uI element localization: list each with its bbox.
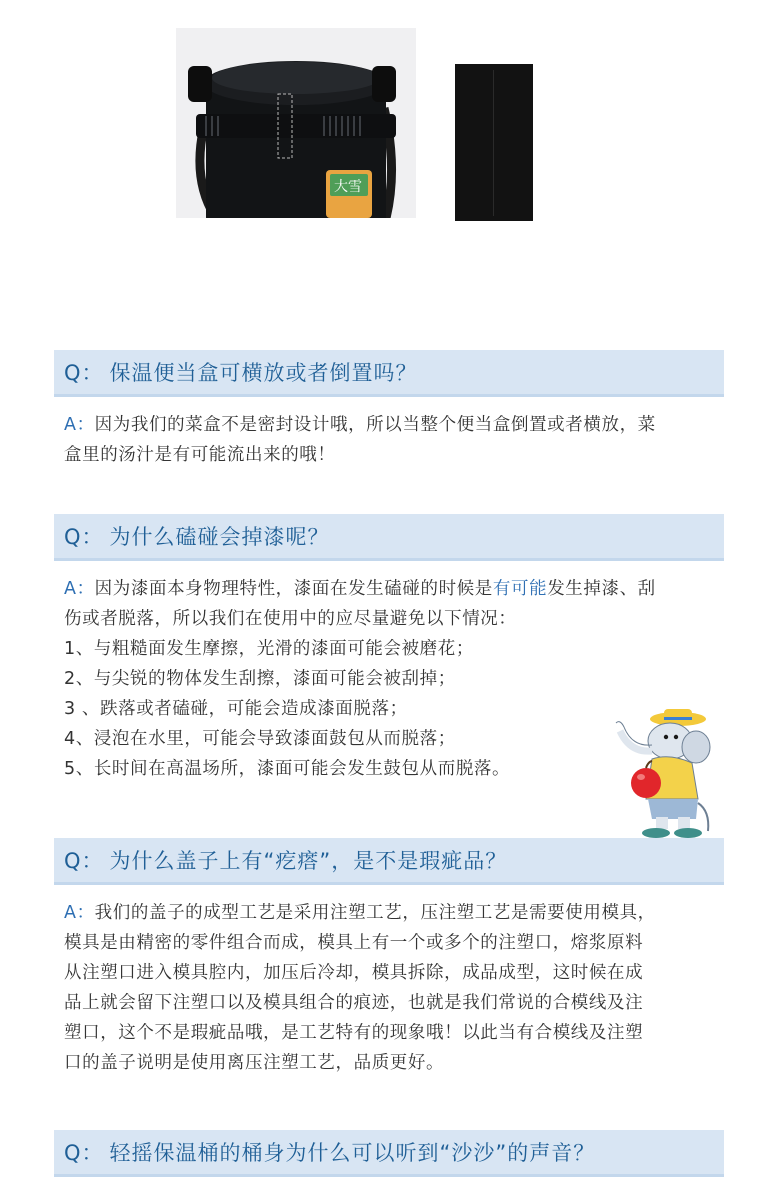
a-tag: A： xyxy=(64,415,95,435)
list-item: 4、浸泡在水里，可能会导致漆面鼓包从而脱落； xyxy=(64,729,456,749)
product-badge: 大雪 xyxy=(334,179,362,195)
q-tag: Q： xyxy=(64,525,104,549)
answer-line: A：因为漆面本身物理特性，漆面在发生磕碰的时候是有可能发生掉漆、刮 xyxy=(64,579,656,599)
list-item: 1、与粗糙面发生摩擦，光滑的漆面可能会被磨花； xyxy=(64,639,474,659)
q-tag: Q： xyxy=(64,849,104,873)
question-bar-2 xyxy=(54,514,724,558)
list-item: 5、长时间在高温场所，漆面可能会发生鼓包从而脱落。 xyxy=(64,759,511,779)
answer-line: 口的盖子说明是使用离压注塑工艺，品质更好。 xyxy=(64,1053,445,1073)
answer-line: 品上就会留下注塑口以及模具组合的痕迹，也就是我们常说的合模线及注 xyxy=(64,993,644,1013)
question-text: 为什么磕碰会掉漆呢？ xyxy=(109,525,330,549)
answer-line: 塑口，这个不是瑕疵品哦，是工艺特有的现象哦！以此当有合模线及注塑 xyxy=(64,1023,644,1043)
answer-line: 盒里的汤汁是有可能流出来的哦！ xyxy=(64,445,336,465)
question-text: 为什么盖子上有“疙瘩”，是不是瑕疵品？ xyxy=(109,849,508,873)
answer-line: 伤或者脱落，所以我们在使用中的应尽量避免以下情况： xyxy=(64,609,517,629)
question-text: 保温便当盒可横放或者倒置吗？ xyxy=(109,361,418,385)
q-tag: Q： xyxy=(64,1141,104,1165)
answer-line: A：因为我们的菜盒不是密封设计哦，所以当整个便当盒倒置或者横放，菜 xyxy=(64,415,656,435)
elephant-mascot-illustration xyxy=(612,707,724,839)
answer-3 xyxy=(64,898,736,1078)
a-tag: A： xyxy=(64,903,95,923)
color-swatch xyxy=(455,64,533,221)
list-item: 3 、跌落或者磕碰，可能会造成漆面脱落； xyxy=(64,699,408,719)
answer-1 xyxy=(64,410,736,470)
list-item: 2、与尖锐的物体发生刮擦，漆面可能会被刮掉； xyxy=(64,669,456,689)
answer-line: 从注塑口进入模具腔内，加压后冷却，模具拆除，成品成型，这时候在成 xyxy=(64,963,644,983)
product-photo xyxy=(176,28,416,218)
answer-line: A：我们的盖子的成型工艺是采用注塑工艺，压注塑工艺是需要使用模具， xyxy=(64,903,656,923)
question-bar-1 xyxy=(54,350,724,394)
highlight-text: 有可能 xyxy=(492,579,548,599)
question-text: 轻摇保温桶的桶身为什么可以听到“沙沙”的声音？ xyxy=(109,1141,596,1165)
q-tag: Q： xyxy=(64,361,104,385)
question-bar-4 xyxy=(54,1130,724,1174)
answer-line: 模具是由精密的零件组合而成，模具上有一个或多个的注塑口，熔浆原料 xyxy=(64,933,644,953)
a-tag: A： xyxy=(64,579,95,599)
question-bar-3 xyxy=(54,838,724,882)
